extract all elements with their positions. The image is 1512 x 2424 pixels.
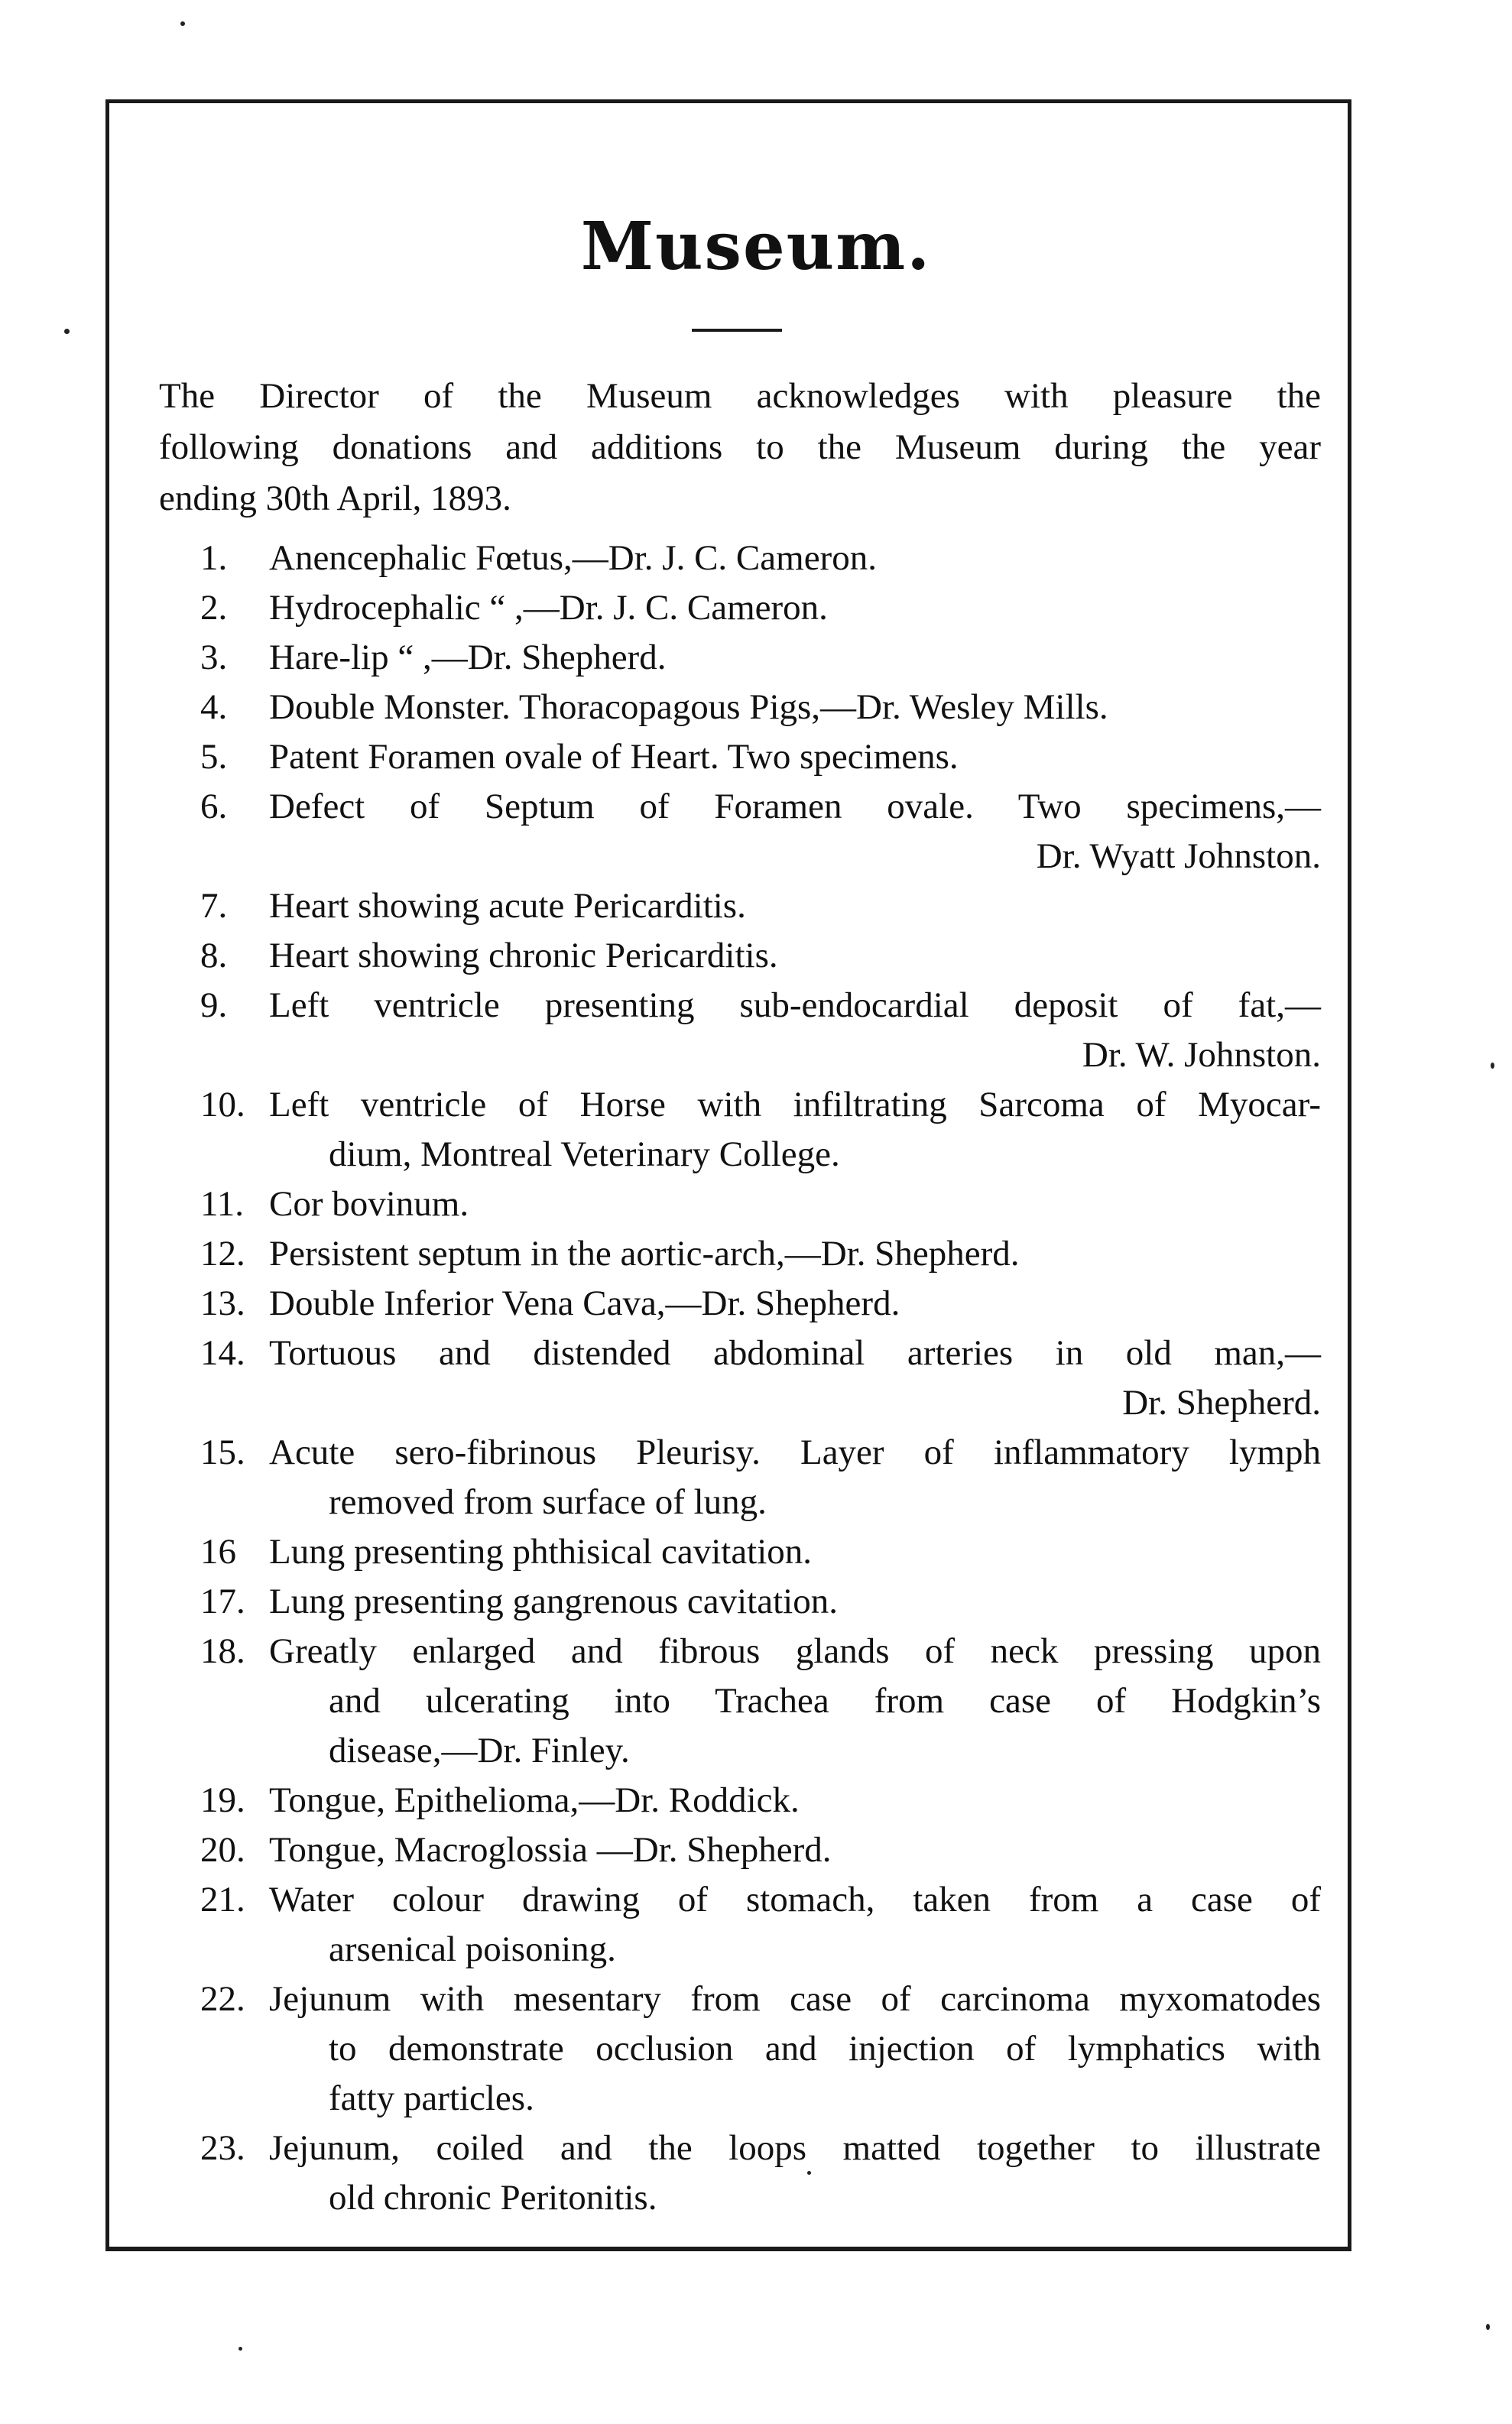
item-line: old chronic Peritonitis. (329, 2178, 657, 2218)
item-number: 5. (200, 737, 228, 777)
list-item (0, 1577, 1512, 1627)
item-text (269, 1080, 1321, 1180)
item-number: 18. (200, 1631, 245, 1671)
item-text (269, 931, 1321, 981)
item-number: 6. (200, 787, 228, 826)
list-item (0, 633, 1512, 683)
item-number: 8. (200, 936, 228, 975)
item-line: to demonstrate occlusion and injection of lymphatics with (329, 2029, 1321, 2069)
item-text (269, 2124, 1321, 2223)
item-line: Cor bovinum. (269, 1184, 469, 1224)
list-item (0, 981, 1512, 1080)
item-text (269, 1975, 1321, 2124)
item-line: Dr. W. Johnston. (1082, 1035, 1321, 1075)
item-text (269, 881, 1321, 931)
item-number: 15. (200, 1433, 245, 1472)
item-number: 9. (200, 985, 228, 1025)
intro-paragraph (159, 371, 1321, 524)
item-line: Hydrocephalic “ ,—Dr. J. C. Cameron. (269, 588, 828, 628)
list-item (0, 1776, 1512, 1825)
item-line: Left ventricle of Horse with infiltrating Sarcoma of Myocar- (269, 1085, 1321, 1124)
item-line: Acute sero-fibrinous Pleurisy. Layer of inflammatory lymph (269, 1433, 1321, 1472)
item-text (269, 683, 1321, 732)
scan-speck (1486, 2324, 1490, 2330)
item-text (269, 1776, 1321, 1825)
item-text (269, 1279, 1321, 1329)
list-item (0, 583, 1512, 633)
item-text (269, 981, 1321, 1080)
item-line: Heart showing acute Pericarditis. (269, 886, 746, 926)
item-number: 14. (200, 1333, 245, 1373)
item-line: removed from surface of lung. (329, 1482, 767, 1522)
item-number: 1. (200, 538, 228, 578)
list-item (0, 1875, 1512, 1975)
item-number: 12. (200, 1234, 245, 1274)
item-line: Greatly enlarged and fibrous glands of neck pressing upon (269, 1631, 1321, 1671)
item-line: Defect of Septum of Foramen ovale. Two specimens,— (269, 787, 1321, 826)
list-item (0, 1428, 1512, 1527)
item-line: Heart showing chronic Pericarditis. (269, 936, 778, 975)
scan-speck (1491, 1063, 1494, 1069)
item-number: 4. (200, 687, 228, 727)
item-line: Dr. Wyatt Johnston. (1036, 836, 1321, 876)
list-item (0, 1329, 1512, 1428)
item-number: 16 (200, 1532, 236, 1572)
item-text (269, 1875, 1321, 1975)
intro-line: ending 30th April, 1893. (159, 479, 511, 518)
item-line: dium, Montreal Veterinary College. (329, 1134, 840, 1174)
item-number: 22. (200, 1979, 245, 2019)
item-text (269, 1180, 1321, 1229)
list-item (0, 1180, 1512, 1229)
item-number: 23. (200, 2128, 245, 2168)
scan-speck (238, 2347, 242, 2351)
intro-line: following donations and additions to the Museum during the year (159, 427, 1321, 467)
list-item (0, 1825, 1512, 1875)
scan-speck (180, 21, 185, 26)
list-item (0, 1080, 1512, 1180)
list-item (0, 2124, 1512, 2223)
list-item (0, 1229, 1512, 1279)
item-line: Double Monster. Thoracopagous Pigs,—Dr. Wesley Mills. (269, 687, 1108, 727)
item-line: fatty particles. (329, 2078, 534, 2118)
item-text (269, 1527, 1321, 1577)
item-line: arsenical poisoning. (329, 1929, 616, 1969)
item-text (269, 732, 1321, 782)
item-line: Tortuous and distended abdominal arteries in old man,— (269, 1333, 1321, 1373)
item-line: Patent Foramen ovale of Heart. Two specimens. (269, 737, 959, 777)
list-item (0, 534, 1512, 583)
item-number: 11. (200, 1184, 245, 1224)
item-number: 19. (200, 1780, 245, 1820)
item-line: Anencephalic Fœtus,—Dr. J. C. Cameron. (269, 538, 877, 578)
item-text (269, 583, 1321, 633)
donations-list (0, 534, 1512, 2223)
item-text (269, 534, 1321, 583)
item-line: Dr. Shepherd. (1122, 1383, 1321, 1423)
item-text (269, 1329, 1321, 1428)
item-line: Left ventricle presenting sub-endocardial deposit of fat,— (269, 985, 1321, 1025)
scan-speck (807, 2171, 811, 2175)
item-line: Double Inferior Vena Cava,—Dr. Shepherd. (269, 1283, 900, 1323)
list-item (0, 881, 1512, 931)
list-item (0, 1527, 1512, 1577)
item-number: 17. (200, 1582, 245, 1621)
item-number: 21. (200, 1880, 245, 1919)
item-text (269, 633, 1321, 683)
list-item (0, 782, 1512, 881)
list-item (0, 1975, 1512, 2124)
item-line: and ulcerating into Trachea from case of Hodgkin’s (329, 1681, 1321, 1721)
item-text (269, 1577, 1321, 1627)
item-text (269, 1229, 1321, 1279)
list-item (0, 931, 1512, 981)
item-line: Water colour drawing of stomach, taken from a case of (269, 1880, 1321, 1919)
item-line: Lung presenting gangrenous cavitation. (269, 1582, 838, 1621)
title-rule (692, 329, 782, 332)
scan-speck (64, 329, 70, 334)
item-number: 3. (200, 638, 228, 677)
item-line: disease,—Dr. Finley. (329, 1731, 630, 1770)
item-number: 10. (200, 1085, 245, 1124)
list-item (0, 1627, 1512, 1776)
item-line: Hare-lip “ ,—Dr. Shepherd. (269, 638, 667, 677)
item-line: Jejunum, coiled and the loops matted together to illustrate (269, 2128, 1321, 2168)
list-item (0, 732, 1512, 782)
item-line: Jejunum with mesentary from case of carcinoma myxomatodes (269, 1979, 1321, 2019)
page-title: Museum. (580, 208, 932, 285)
item-text (269, 1825, 1321, 1875)
list-item (0, 1279, 1512, 1329)
item-number: 7. (200, 886, 228, 926)
list-item (0, 683, 1512, 732)
item-line: Tongue, Epithelioma,—Dr. Roddick. (269, 1780, 800, 1820)
item-number: 20. (200, 1830, 245, 1870)
item-text (269, 1627, 1321, 1776)
item-number: 13. (200, 1283, 245, 1323)
item-line: Persistent septum in the aortic-arch,—Dr. Shepherd. (269, 1234, 1020, 1274)
intro-line: The Director of the Museum acknowledges with pleasure the (159, 376, 1321, 416)
item-text (269, 782, 1321, 881)
item-line: Tongue, Macroglossia —Dr. Shepherd. (269, 1830, 832, 1870)
item-line: Lung presenting phthisical cavitation. (269, 1532, 813, 1572)
item-text (269, 1428, 1321, 1527)
item-number: 2. (200, 588, 228, 628)
